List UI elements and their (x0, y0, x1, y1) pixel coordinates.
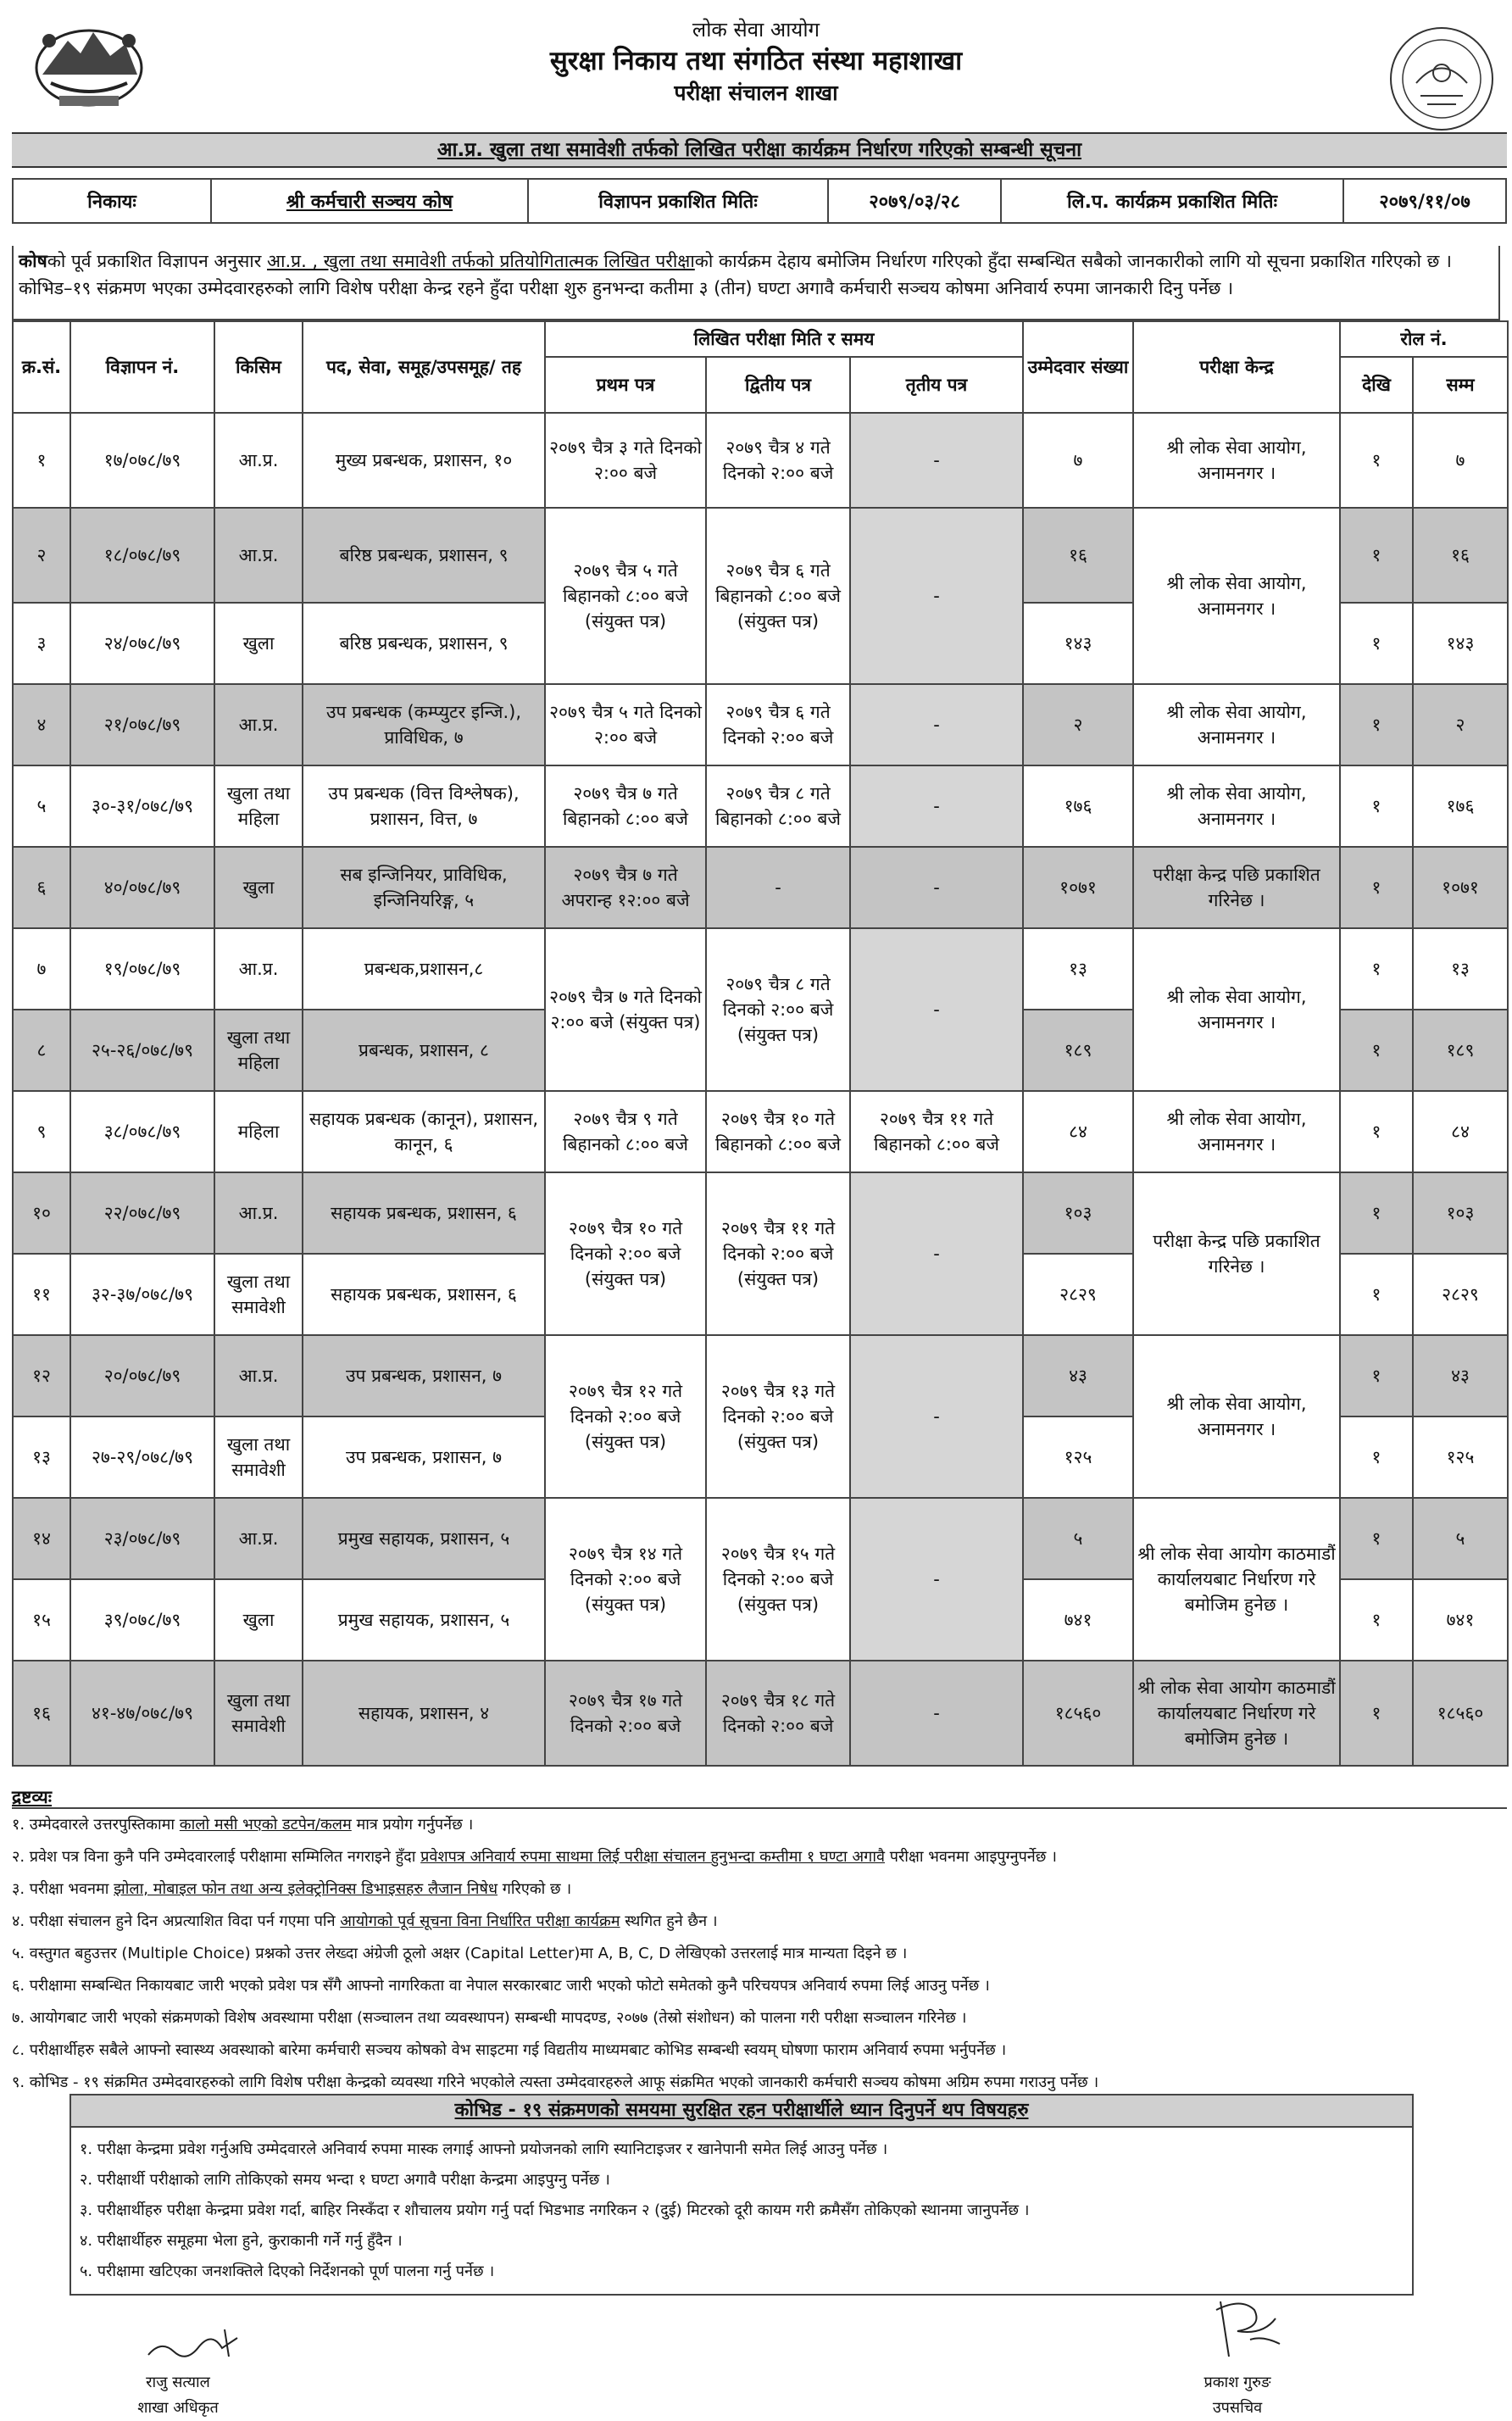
right-signatory-name: प्रकाश गुरुङ (1203, 2374, 1271, 2391)
cell-roll-to: १६ (1413, 508, 1508, 603)
cell-post: उप प्रबन्धक (वित्त विश्लेषक), प्रशासन, वित्त, ७ (303, 765, 545, 847)
cell-paper3: - (850, 847, 1023, 928)
cell-paper1: २०७९ चैत्र ५ गते दिनको २:०० बजे (545, 684, 706, 765)
cell-ad: १८/०७८/७९ (70, 508, 214, 603)
note-item: ६. परीक्षामा सम्बन्धित निकायबाट जारी भएको प्रवेश पत्र सँगै आफ्नो नागरिकता वा नेपाल सरकारबाट जारी भएको फोटो समेतको कुनै परिचयपत्र अनिवार्य रुपमा लिई आउनु पर्नेछ । (12, 1977, 990, 1995)
cell-center: परीक्षा केन्द्र पछि प्रकाशित गरिनेछ । (1133, 1172, 1340, 1335)
cell-type: खुला तथा महिला (214, 1010, 303, 1091)
cell-candidates: १३ (1023, 928, 1133, 1010)
cell-sn: १४ (13, 1498, 70, 1579)
cell-type: आ.प्र. (214, 1172, 303, 1254)
note-item: ८. परीक्षार्थीहरु सबैले आफ्नो स्वास्थ्य अवस्थाको बारेमा कर्मचारी सञ्चय कोषको वेभ साइटमा गई विद्यतीय माध्यमबाट कोभिड सम्बन्धी स्वयम् घोषणा फाराम अनिवार्य रुपमा भर्नुपर्नेछ । (12, 2041, 1007, 2059)
cell-paper1: २०७९ चैत्र ७ गते बिहानको ८:०० बजे (545, 765, 706, 847)
cell-paper3: - (850, 765, 1023, 847)
cell-roll-to: २८२९ (1413, 1254, 1508, 1335)
cell-type: आ.प्र. (214, 928, 303, 1010)
note-3-end: गरिएको छ । (498, 1880, 572, 1898)
cell-post: बरिष्ठ प्रबन्धक, प्रशासन, ९ (303, 508, 545, 603)
covid-item: २. परीक्षार्थी परीक्षाको लागि तोकिएको समय भन्दा १ घण्टा अगावै परीक्षा केन्द्रमा आइपुग्नु पर्नेछ । (80, 2171, 610, 2189)
covid-item: १. परीक्षा केन्द्रमा प्रवेश गर्नुअघि उम्मेदवारले अनिवार्य रुपमा मास्क लगाई आफ्नो प्रयोजनको लागि स्यानिटाइजर र खानेपानी समेत लिई आउनु पर्नेछ । (80, 2140, 888, 2158)
cell-type: खुला तथा महिला (214, 765, 303, 847)
note-4-text: ४. परीक्षा संचालन हुने दिन अप्रत्याशित विदा पर्न गएमा पनि (12, 1912, 341, 1930)
table-row (13, 765, 1508, 847)
note-item (12, 1809, 1507, 1841)
cell-candidates: १०३ (1023, 1172, 1133, 1254)
table-row (13, 508, 1508, 603)
cell-roll-to: ७ (1413, 413, 1508, 508)
note-item: ७. आयोगबाट जारी भएको संक्रमणको विशेष अवस्थामा परीक्षा (सञ्चालन तथा व्यवस्थापन) सम्बन्धी मापदण्ड, २०७७ (तेस्रो संशोधन) को पालना गरी परीक्षा सञ्चालन गरिनेछ । (12, 2009, 967, 2027)
cell-sn: ९ (13, 1091, 70, 1172)
cell-roll-from: १ (1340, 1661, 1413, 1766)
cell-center: श्री लोक सेवा आयोग काठमाडौं कार्यालयबाट निर्धारण गरे बमोजिम हुनेछ । (1133, 1661, 1340, 1766)
cell-paper3: २०७९ चैत्र ११ गते बिहानको ८:०० बजे (850, 1091, 1023, 1172)
cell-paper2: २०७९ चैत्र १८ गते दिनको २:०० बजे (706, 1661, 850, 1766)
note-1-end: मात्र प्रयोग गर्नुपर्नेछ । (351, 1816, 474, 1834)
cell-roll-to: १०७१ (1413, 847, 1508, 928)
col-roll: रोल नं. (1340, 321, 1508, 357)
col-type: किसिम (214, 321, 303, 413)
right-signature (1203, 2293, 1288, 2365)
col-sn: क्र.सं. (13, 321, 70, 413)
cell-center: श्री लोक सेवा आयोग, अनामनगर । (1133, 765, 1340, 847)
col-roll-to: सम्म (1413, 357, 1508, 413)
covid-item: ४. परीक्षार्थीहरु समूहमा भेला हुने, कुराकानी गर्ने गर्नु हुँदैन । (80, 2232, 403, 2250)
cell-roll-from: १ (1340, 1335, 1413, 1416)
header-commission: लोक सेवा आयोग (692, 18, 820, 42)
cell-post: प्रबन्धक, प्रशासन, ८ (303, 1010, 545, 1091)
cell-roll-from: १ (1340, 1579, 1413, 1661)
cell-paper2: २०७९ चैत्र ८ गते बिहानको ८:०० बजे (706, 765, 850, 847)
cell-candidates: १७६ (1023, 765, 1133, 847)
cell-paper2: २०७९ चैत्र ११ गते दिनको २:०० बजे (संयुक्त पत्र) (706, 1172, 850, 1335)
cell-center: परीक्षा केन्द्र पछि प्रकाशित गरिनेछ । (1133, 847, 1340, 928)
col-post: पद, सेवा, समूह/उपसमूह/ तह (303, 321, 545, 413)
cell-roll-to: १४३ (1413, 603, 1508, 684)
cell-sn: १० (13, 1172, 70, 1254)
cell-roll-to: १७६ (1413, 765, 1508, 847)
notes-heading: द्रष्टव्यः (12, 1787, 53, 1807)
cell-paper3: - (850, 1661, 1023, 1766)
cell-paper2: २०७९ चैत्र १० गते बिहानको ८:०० बजे (706, 1091, 850, 1172)
cell-sn: ७ (13, 928, 70, 1010)
cell-paper1: २०७९ चैत्र ७ गते दिनको २:०० बजे (संयुक्त पत्र) (545, 928, 706, 1091)
cell-candidates: १०७१ (1023, 847, 1133, 928)
cell-sn: ३ (13, 603, 70, 684)
cell-paper3: - (850, 1498, 1023, 1661)
cell-roll-to: २ (1413, 684, 1508, 765)
cell-roll-to: १८५६० (1413, 1661, 1508, 1766)
cell-type: आ.प्र. (214, 1498, 303, 1579)
cell-sn: १५ (13, 1579, 70, 1661)
table-row (13, 1498, 1508, 1579)
cell-type: खुला (214, 847, 303, 928)
table-row (13, 684, 1508, 765)
cell-ad: २५-२६/०७८/७९ (70, 1010, 214, 1091)
cell-center: श्री लोक सेवा आयोग, अनामनगर । (1133, 508, 1340, 684)
note-4-end: स्थगित हुने छैन । (620, 1912, 718, 1930)
cell-type: महिला (214, 1091, 303, 1172)
cell-center: श्री लोक सेवा आयोग, अनामनगर । (1133, 413, 1340, 508)
left-signatory-name: राजु सत्याल (146, 2374, 210, 2391)
cell-sn: ६ (13, 847, 70, 928)
table-row (13, 928, 1508, 1010)
cell-post: बरिष्ठ प्रबन्धक, प्रशासन, ९ (303, 603, 545, 684)
intro-text-2: को कार्यक्रम देहाय बमोजिम निर्धारण गरिएको हुँदा सम्बन्धित सबैको जानकारीको लागि यो सूचना प्रकाशित गरिएको छ । कोभिड–१९ संक्रमण भएका उम्मेदवारहरुको लागि विशेष परीक्षा केन्द्र रहने हुँदा परीक्षा शुरु हुनभन्दा कतीमा ३ (तीन) घण्टा अगावै कर्मचारी सञ्चय कोषमा अनिवार्य रुपमा जानकारी दिनु पर्नेछ । (19, 251, 1452, 298)
cell-center: श्री लोक सेवा आयोग, अनामनगर । (1133, 684, 1340, 765)
cell-type: आ.प्र. (214, 684, 303, 765)
cell-ad: २२/०७८/७९ (70, 1172, 214, 1254)
cell-sn: २ (13, 508, 70, 603)
cell-type: आ.प्र. (214, 413, 303, 508)
left-signature (144, 2323, 246, 2365)
cell-candidates: १२५ (1023, 1416, 1133, 1498)
note-item (12, 1873, 1507, 1906)
nikaya-label: निकायः (13, 179, 211, 223)
cell-ad: २३/०७८/७९ (70, 1498, 214, 1579)
cell-roll-to: ७४१ (1413, 1579, 1508, 1661)
cell-paper3: - (850, 413, 1023, 508)
covid-list (71, 2128, 1412, 2294)
cell-post: मुख्य प्रबन्धक, प्रशासन, १० (303, 413, 545, 508)
cell-paper2: २०७९ चैत्र ६ गते दिनको २:०० बजे (706, 684, 850, 765)
table-row (13, 1335, 1508, 1416)
cell-center: श्री लोक सेवा आयोग, अनामनगर । (1133, 1335, 1340, 1498)
cell-paper3: - (850, 684, 1023, 765)
cell-ad: ३२-३७/०७८/७९ (70, 1254, 214, 1335)
cell-post: सहायक, प्रशासन, ४ (303, 1661, 545, 1766)
intro-underlined: आ.प्र. , खुला तथा समावेशी तर्फको प्रतियोगितात्मक लिखित परीक्षा (267, 251, 695, 271)
cell-paper1: २०७९ चैत्र ९ गते बिहानको ८:०० बजे (545, 1091, 706, 1172)
table-row (13, 1172, 1508, 1254)
cell-candidates: १८५६० (1023, 1661, 1133, 1766)
cell-sn: ११ (13, 1254, 70, 1335)
cell-paper3: - (850, 508, 1023, 684)
covid-item: ५. परीक्षामा खटिएका जनशक्तिले दिएको निर्देशनको पूर्ण पालना गर्नु पर्नेछ । (80, 2262, 495, 2280)
table-row (13, 413, 1508, 508)
cell-sn: १ (13, 413, 70, 508)
cell-roll-to: ८४ (1413, 1091, 1508, 1172)
cell-paper1: २०७९ चैत्र ५ गते बिहानको ८:०० बजे (संयुक्त पत्र) (545, 508, 706, 684)
cell-roll-from: १ (1340, 1498, 1413, 1579)
cell-roll-from: १ (1340, 603, 1413, 684)
intro-paragraph (12, 246, 1500, 320)
cell-paper3: - (850, 928, 1023, 1091)
cell-ad: २४/०७८/७९ (70, 603, 214, 684)
cell-sn: १३ (13, 1416, 70, 1498)
note-1-underlined: कालो मसी भएको डटपेन/कलम (179, 1816, 352, 1834)
notice-title (12, 132, 1507, 168)
col-center: परीक्षा केन्द्र (1133, 321, 1340, 413)
cell-roll-from: १ (1340, 1172, 1413, 1254)
right-signatory-title: उपसचिव (1212, 2399, 1263, 2417)
covid-box (69, 2094, 1414, 2296)
cell-candidates: ७ (1023, 413, 1133, 508)
cell-roll-from: १ (1340, 1010, 1413, 1091)
cell-sn: ४ (13, 684, 70, 765)
note-3-underlined: झोला, मोबाइल फोन तथा अन्य इलेक्ट्रोनिक्स डिभाइसहरु लैजान निषेध (114, 1880, 498, 1898)
covid-item: ३. परीक्षार्थीहरु परीक्षा केन्द्रमा प्रवेश गर्दा, बाहिर निस्कँदा र शौचालय प्रयोग गर्नु पर्दा भिडभाड नगरिकन २ (दुई) मिटरको दूरी कायम गरी क्रमैसँग तोकिएको स्थानमा जानुपर्नेछ । (80, 2201, 1030, 2219)
cell-candidates: ७४१ (1023, 1579, 1133, 1661)
col-exam: लिखित परीक्षा मिति र समय (545, 321, 1023, 357)
nikaya-value: श्री कर्मचारी सञ्चय कोष (211, 179, 528, 223)
cell-ad: ४०/०७८/७९ (70, 847, 214, 928)
cell-candidates: १८९ (1023, 1010, 1133, 1091)
cell-roll-from: १ (1340, 413, 1413, 508)
cell-ad: १९/०७८/७९ (70, 928, 214, 1010)
cell-paper1: २०७९ चैत्र १० गते दिनको २:०० बजे (संयुक्त पत्र) (545, 1172, 706, 1335)
notice-title-text: आ.प्र. खुला तथा समावेशी तर्फको लिखित परीक्षा कार्यक्रम निर्धारण गरिएको सम्बन्धी सूचना (436, 139, 1082, 161)
cell-type: खुला (214, 1579, 303, 1661)
cell-ad: २१/०७८/७९ (70, 684, 214, 765)
note-2-text: २. प्रवेश पत्र विना कुनै पनि उम्मेदवारलाई परीक्षामा सम्मिलित नगराइने हुँदा (12, 1848, 421, 1866)
cell-roll-from: १ (1340, 1091, 1413, 1172)
table-row (13, 847, 1508, 928)
cell-post: सहायक प्रबन्धक, प्रशासन, ६ (303, 1172, 545, 1254)
cell-type: खुला तथा समावेशी (214, 1416, 303, 1498)
cell-sn: १६ (13, 1661, 70, 1766)
note-4-underlined: आयोगको पूर्व सूचना विना निर्धारित परीक्षा कार्यक्रम (340, 1912, 620, 1930)
cell-ad: १७/०७८/७९ (70, 413, 214, 508)
note-item (12, 1841, 1507, 1873)
cell-type: खुला (214, 603, 303, 684)
cell-roll-to: १८९ (1413, 1010, 1508, 1091)
cell-center: श्री लोक सेवा आयोग काठमाडौं कार्यालयबाट निर्धारण गरे बमोजिम हुनेछ । (1133, 1498, 1340, 1661)
cell-type: आ.प्र. (214, 1335, 303, 1416)
info-table (12, 178, 1507, 224)
table-row (13, 1091, 1508, 1172)
note-1-text: १. उम्मेदवारले उत्तरपुस्तिकामा (12, 1816, 180, 1834)
cell-type: खुला तथा समावेशी (214, 1254, 303, 1335)
cell-post: उप प्रबन्धक, प्रशासन, ७ (303, 1416, 545, 1498)
note-item: ९. कोभिड - १९ संक्रमित उम्मेदवारहरुको लागि विशेष परीक्षा केन्द्रको व्यवस्था गरिने भएकोले त्यस्ता उम्मेदवारहरुले आफू संक्रमित भएको जानकारी कर्मचारी सञ्चय कोषमा अग्रिम रुपमा गराउनु पर्नेछ । (12, 2073, 1099, 2091)
col-roll-from: देखि (1340, 357, 1413, 413)
left-signatory-title: शाखा अधिकृत (137, 2399, 219, 2417)
header-section: परीक्षा संचालन शाखा (674, 81, 838, 105)
cell-post: सहायक प्रबन्धक, प्रशासन, ६ (303, 1254, 545, 1335)
cell-candidates: १४३ (1023, 603, 1133, 684)
cell-ad: २७-२९/०७८/७९ (70, 1416, 214, 1498)
cell-paper3: - (850, 1335, 1023, 1498)
cell-ad: २०/०७८/७९ (70, 1335, 214, 1416)
cell-roll-from: १ (1340, 684, 1413, 765)
cell-type: खुला तथा समावेशी (214, 1661, 303, 1766)
cell-paper2: - (706, 847, 850, 928)
note-item: ५. वस्तुगत बहुउत्तर (Multiple Choice) प्रश्नको उत्तर लेख्दा अंग्रेजी ठूलो अक्षर (Capital Letter)मा A, B, C, D लेखिएको उत्तरलाई मात्र मान्यता दिइने छ । (12, 1945, 908, 1962)
cell-roll-to: १२५ (1413, 1416, 1508, 1498)
cell-paper2: २०७९ चैत्र ८ गते दिनको २:०० बजे (संयुक्त पत्र) (706, 928, 850, 1091)
covid-title: कोभिड - १९ संक्रमणको समयमा सुरक्षित रहन परीक्षार्थीले ध्यान दिनुपर्ने थप विषयहरु (71, 2095, 1412, 2128)
ad-date-value: २०७९/०३/२८ (828, 179, 1001, 223)
cell-roll-from: १ (1340, 928, 1413, 1010)
cell-post: प्रमुख सहायक, प्रशासन, ५ (303, 1498, 545, 1579)
cell-candidates: ५ (1023, 1498, 1133, 1579)
prog-date-value: २०७९/११/०७ (1343, 179, 1506, 223)
cell-candidates: ४३ (1023, 1335, 1133, 1416)
cell-paper3: - (850, 1172, 1023, 1335)
note-2-underlined: प्रवेशपत्र अनिवार्य रुपमा साथमा लिई परीक्षा संचालन हुनुभन्दा कम्तीमा १ घण्टा अगावै (420, 1848, 885, 1866)
cell-ad: ३०-३१/०७८/७९ (70, 765, 214, 847)
cell-center: श्री लोक सेवा आयोग, अनामनगर । (1133, 1091, 1340, 1172)
cell-paper2: २०७९ चैत्र १३ गते दिनको २:०० बजे (संयुक्त पत्र) (706, 1335, 850, 1498)
notes-list (12, 1807, 1507, 2099)
col-paper2: द्वितीय पत्र (706, 357, 850, 413)
cell-roll-to: १३ (1413, 928, 1508, 1010)
cell-sn: ८ (13, 1010, 70, 1091)
cell-sn: १२ (13, 1335, 70, 1416)
cell-paper1: २०७९ चैत्र १२ गते दिनको २:०० बजे (संयुक्त पत्र) (545, 1335, 706, 1498)
cell-roll-to: १०३ (1413, 1172, 1508, 1254)
note-2-end: परीक्षा भवनमा आइपुग्नुपर्नेछ । (885, 1848, 1057, 1866)
col-paper1: प्रथम पत्र (545, 357, 706, 413)
cell-candidates: १६ (1023, 508, 1133, 603)
cell-roll-to: ४३ (1413, 1335, 1508, 1416)
cell-roll-from: १ (1340, 1254, 1413, 1335)
cell-roll-from: १ (1340, 1416, 1413, 1498)
cell-sn: ५ (13, 765, 70, 847)
cell-paper1: २०७९ चैत्र १४ गते दिनको २:०० बजे (संयुक्त पत्र) (545, 1498, 706, 1661)
cell-post: उप प्रबन्धक, प्रशासन, ७ (303, 1335, 545, 1416)
cell-post: प्रबन्धक,प्रशासन,८ (303, 928, 545, 1010)
cell-roll-from: १ (1340, 847, 1413, 928)
cell-paper1: २०७९ चैत्र ३ गते दिनको २:०० बजे (545, 413, 706, 508)
note-item (12, 1906, 1507, 1938)
intro-bold: कोष (19, 251, 47, 271)
col-paper3: तृतीय पत्र (850, 357, 1023, 413)
cell-post: उप प्रबन्धक (कम्प्युटर इन्जि.), प्राविधिक, ७ (303, 684, 545, 765)
header-division: सुरक्षा निकाय तथा संगठित संस्था महाशाखा (549, 46, 963, 76)
col-candidates: उम्मेदवार संख्या (1023, 321, 1133, 413)
exam-schedule-table (12, 320, 1509, 1767)
cell-paper2: २०७९ चैत्र ४ गते दिनको २:०० बजे (706, 413, 850, 508)
cell-paper2: २०७९ चैत्र ६ गते बिहानको ८:०० बजे (संयुक्त पत्र) (706, 508, 850, 684)
cell-ad: ३९/०७८/७९ (70, 1579, 214, 1661)
ad-date-label: विज्ञापन प्रकाशित मितिः (528, 179, 828, 223)
col-ad: विज्ञापन नं. (70, 321, 214, 413)
cell-type: आ.प्र. (214, 508, 303, 603)
cell-post: सहायक प्रबन्धक (कानून), प्रशासन, कानून, ६ (303, 1091, 545, 1172)
cell-paper2: २०७९ चैत्र १५ गते दिनको २:०० बजे (संयुक्त पत्र) (706, 1498, 850, 1661)
cell-center: श्री लोक सेवा आयोग, अनामनगर । (1133, 928, 1340, 1091)
note-3-text: ३. परीक्षा भवनमा (12, 1880, 114, 1898)
cell-roll-from: १ (1340, 765, 1413, 847)
cell-post: प्रमुख सहायक, प्रशासन, ५ (303, 1579, 545, 1661)
cell-paper1: २०७९ चैत्र ७ गते अपरान्ह १२:०० बजे (545, 847, 706, 928)
cell-roll-from: १ (1340, 508, 1413, 603)
cell-ad: ४१-४७/०७८/७९ (70, 1661, 214, 1766)
table-row (13, 1661, 1508, 1766)
cell-paper1: २०७९ चैत्र १७ गते दिनको २:०० बजे (545, 1661, 706, 1766)
cell-candidates: ८४ (1023, 1091, 1133, 1172)
cell-post: सब इन्जिनियर, प्राविधिक, इन्जिनियरिङ्ग, ५ (303, 847, 545, 928)
prog-date-label: लि.प. कार्यक्रम प्रकाशित मितिः (1001, 179, 1343, 223)
intro-text-1: को पूर्व प्रकाशित विज्ञापन अनुसार (47, 251, 267, 271)
cell-candidates: २ (1023, 684, 1133, 765)
cell-roll-to: ५ (1413, 1498, 1508, 1579)
cell-candidates: २८२९ (1023, 1254, 1133, 1335)
cell-ad: ३८/०७८/७९ (70, 1091, 214, 1172)
